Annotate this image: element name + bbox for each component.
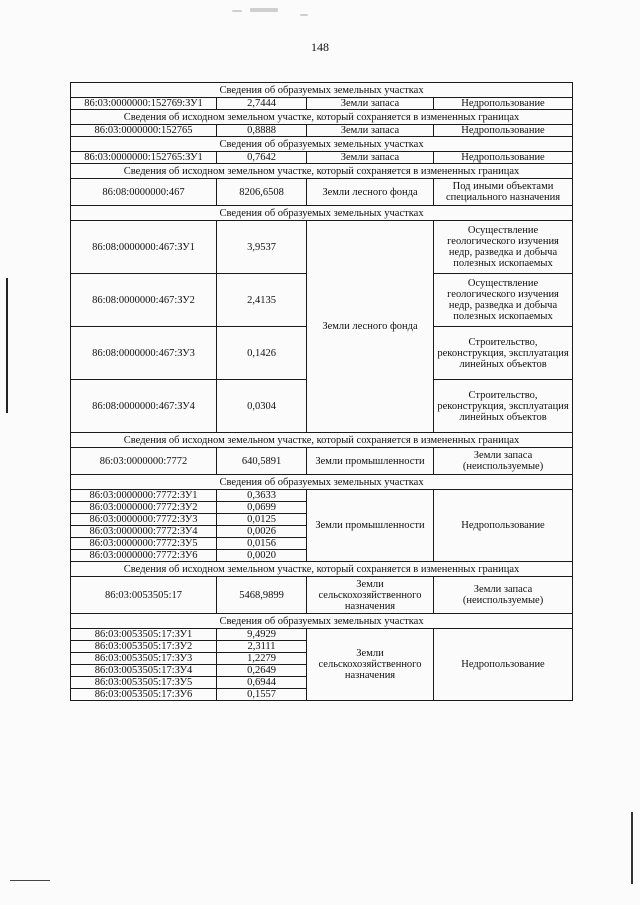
scan-smudge bbox=[250, 8, 278, 12]
scan-smudge bbox=[300, 14, 308, 16]
section-header: Сведения об образуемых земельных участках bbox=[71, 614, 573, 629]
cadastral-number: 86:03:0053505:17:ЗУ5 bbox=[71, 677, 217, 689]
land-category: Земли лесного фонда bbox=[307, 221, 434, 433]
cadastral-number: 86:03:0053505:17:ЗУ2 bbox=[71, 641, 217, 653]
land-category: Земли сельскохозяйственного назначения bbox=[307, 629, 434, 701]
margin-mark bbox=[631, 812, 633, 884]
page-number: 148 bbox=[311, 40, 329, 54]
permitted-use: Недропользование bbox=[434, 490, 573, 562]
permitted-use: Осуществление геологического изучения недр, разведка и добыча полезных ископаемых bbox=[434, 274, 573, 327]
cadastral-number: 86:03:0000000:152765:ЗУ1 bbox=[71, 152, 217, 164]
land-category: Земли промышленности bbox=[307, 448, 434, 475]
permitted-use: Недропользование bbox=[434, 152, 573, 164]
section-header: Сведения об исходном земельном участке, который сохраняется в измененных границах bbox=[71, 164, 573, 179]
area: 3,9537 bbox=[217, 221, 307, 274]
cadastral-number: 86:08:0000000:467:ЗУ1 bbox=[71, 221, 217, 274]
area: 0,0020 bbox=[217, 550, 307, 562]
area: 0,7642 bbox=[217, 152, 307, 164]
land-category: Земли запаса bbox=[307, 125, 434, 137]
area: 0,8888 bbox=[217, 125, 307, 137]
permitted-use: Строительство, реконструкция, эксплуатация линейных объектов bbox=[434, 380, 573, 433]
cadastral-number: 86:03:0053505:17:ЗУ4 bbox=[71, 665, 217, 677]
section-header: Сведения об образуемых земельных участках bbox=[71, 137, 573, 152]
cadastral-number: 86:08:0000000:467:ЗУ2 bbox=[71, 274, 217, 327]
area: 1,2279 bbox=[217, 653, 307, 665]
area: 0,0125 bbox=[217, 514, 307, 526]
cadastral-number: 86:03:0000000:7772:ЗУ3 bbox=[71, 514, 217, 526]
area: 0,6944 bbox=[217, 677, 307, 689]
section-header: Сведения об образуемых земельных участках bbox=[71, 475, 573, 490]
table-row bbox=[71, 629, 573, 641]
cadastral-number: 86:03:0000000:7772:ЗУ1 bbox=[71, 490, 217, 502]
permitted-use: Под иными объектами специального назначения bbox=[434, 179, 573, 206]
cadastral-number: 86:03:0000000:7772 bbox=[71, 448, 217, 475]
cadastral-number: 86:03:0000000:152765 bbox=[71, 125, 217, 137]
permitted-use: Земли запаса (неиспользуемые) bbox=[434, 577, 573, 614]
area: 0,0304 bbox=[217, 380, 307, 433]
cadastral-number: 86:03:0053505:17:ЗУ1 bbox=[71, 629, 217, 641]
land-category: Земли запаса bbox=[307, 98, 434, 110]
cadastral-number: 86:03:0053505:17 bbox=[71, 577, 217, 614]
cadastral-number: 86:08:0000000:467 bbox=[71, 179, 217, 206]
area: 9,4929 bbox=[217, 629, 307, 641]
scan-smudge bbox=[232, 10, 242, 12]
table-row bbox=[71, 577, 573, 614]
table-row bbox=[71, 448, 573, 475]
permitted-use: Осуществление геологического изучения недр, разведка и добыча полезных ископаемых bbox=[434, 221, 573, 274]
area: 0,2649 bbox=[217, 665, 307, 677]
section-header: Сведения об образуемых земельных участках bbox=[71, 206, 573, 221]
area: 640,5891 bbox=[217, 448, 307, 475]
land-category: Земли лесного фонда bbox=[307, 179, 434, 206]
table-row bbox=[71, 221, 573, 274]
permitted-use: Недропользование bbox=[434, 125, 573, 137]
cadastral-number: 86:08:0000000:467:ЗУ3 bbox=[71, 327, 217, 380]
cadastral-number: 86:03:0053505:17:ЗУ3 bbox=[71, 653, 217, 665]
section-header: Сведения об образуемых земельных участках bbox=[71, 83, 573, 98]
table-row bbox=[71, 125, 573, 137]
area: 5468,9899 bbox=[217, 577, 307, 614]
section-header: Сведения об исходном земельном участке, который сохраняется в измененных границах bbox=[71, 433, 573, 448]
cadastral-number: 86:03:0053505:17:ЗУ6 bbox=[71, 689, 217, 701]
permitted-use: Строительство, реконструкция, эксплуатация линейных объектов bbox=[434, 327, 573, 380]
area: 0,1557 bbox=[217, 689, 307, 701]
area: 2,4135 bbox=[217, 274, 307, 327]
cadastral-number: 86:03:0000000:7772:ЗУ5 bbox=[71, 538, 217, 550]
cadastral-number: 86:03:0000000:7772:ЗУ4 bbox=[71, 526, 217, 538]
area: 0,3633 bbox=[217, 490, 307, 502]
cadastral-number: 86:03:0000000:152769:ЗУ1 bbox=[71, 98, 217, 110]
permitted-use: Недропользование bbox=[434, 629, 573, 701]
table-row bbox=[71, 179, 573, 206]
margin-mark bbox=[6, 278, 8, 413]
land-category: Земли промышленности bbox=[307, 490, 434, 562]
permitted-use: Земли запаса (неиспользуемые) bbox=[434, 448, 573, 475]
area: 8206,6508 bbox=[217, 179, 307, 206]
area: 2,7444 bbox=[217, 98, 307, 110]
area: 0,0699 bbox=[217, 502, 307, 514]
area: 0,0026 bbox=[217, 526, 307, 538]
table-row bbox=[71, 490, 573, 502]
area: 2,3111 bbox=[217, 641, 307, 653]
land-category: Земли сельскохозяйственного назначения bbox=[307, 577, 434, 614]
land-category: Земли запаса bbox=[307, 152, 434, 164]
cadastral-number: 86:03:0000000:7772:ЗУ6 bbox=[71, 550, 217, 562]
area: 0,0156 bbox=[217, 538, 307, 550]
land-plots-table bbox=[70, 82, 573, 701]
area: 0,1426 bbox=[217, 327, 307, 380]
permitted-use: Недропользование bbox=[434, 98, 573, 110]
section-header: Сведения об исходном земельном участке, который сохраняется в измененных границах bbox=[71, 562, 573, 577]
cadastral-number: 86:03:0000000:7772:ЗУ2 bbox=[71, 502, 217, 514]
table-row bbox=[71, 98, 573, 110]
table-row bbox=[71, 152, 573, 164]
section-header: Сведения об исходном земельном участке, который сохраняется в измененных границах bbox=[71, 110, 573, 125]
cadastral-number: 86:08:0000000:467:ЗУ4 bbox=[71, 380, 217, 433]
margin-mark bbox=[10, 880, 50, 881]
